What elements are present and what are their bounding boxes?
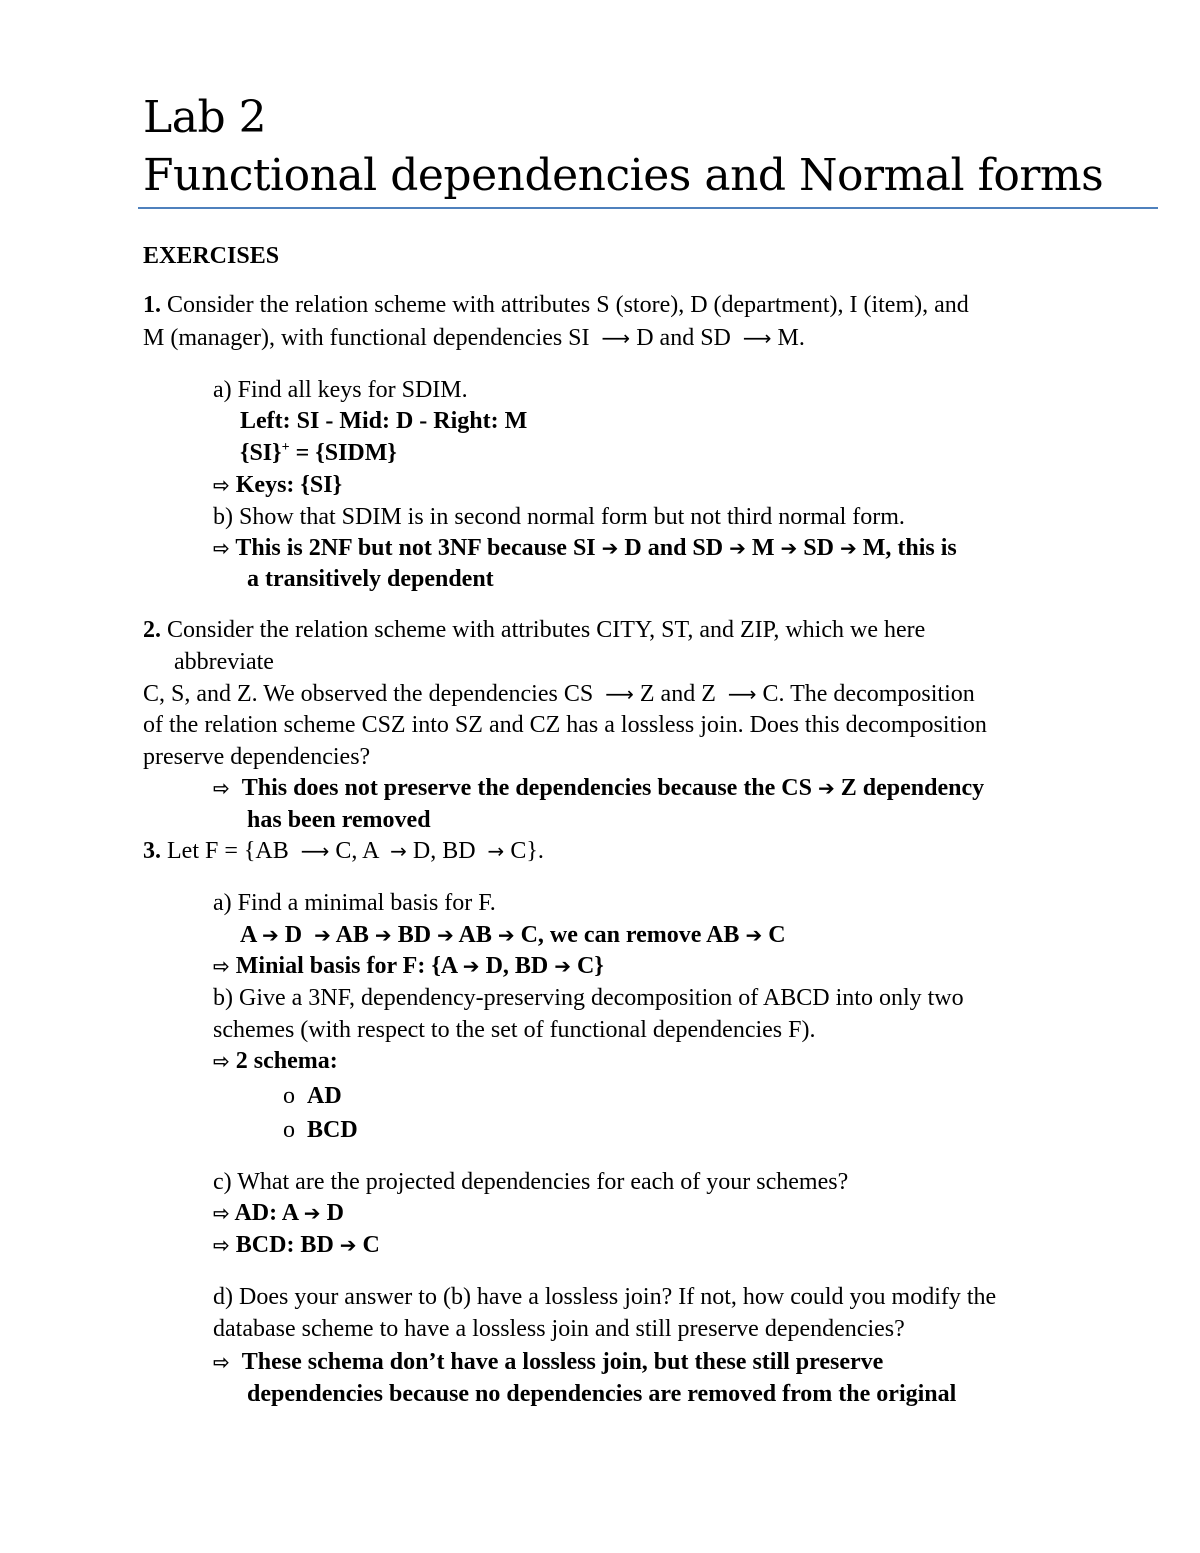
q3-a-work xyxy=(240,923,786,947)
q1-a-closure xyxy=(240,441,397,465)
right-arrow-icon: ⟶ xyxy=(727,682,757,706)
q2-text1: Consider the relation scheme with attributes CITY, ST, and ZIP, which we here xyxy=(167,617,926,643)
right-arrow-icon: ➔ xyxy=(745,923,763,947)
q1-line1 xyxy=(143,293,969,317)
right-arrow-icon: → xyxy=(390,839,407,863)
q1-b-ans1: This is 2NF but not 3NF because SI xyxy=(235,535,596,561)
right-arrow-icon: → xyxy=(487,839,505,863)
q3-c-answer-2 xyxy=(213,1233,380,1257)
q2-text3c: C. The decomposition xyxy=(762,681,975,707)
outline-arrow-icon: ⇨ xyxy=(213,1049,230,1073)
q3-b-item-1 xyxy=(283,1084,342,1108)
right-arrow-icon: ➔ xyxy=(303,1201,321,1225)
q1-text2c: M. xyxy=(777,325,805,351)
right-arrow-icon: ➔ xyxy=(601,536,619,560)
q2-answer-line2: has been removed xyxy=(247,807,431,833)
q1-b-answer-line2: a transitively dependent xyxy=(247,566,494,592)
q1-b-ans5: M, this is xyxy=(862,535,957,561)
q3-b-question-line1: b) Give a 3NF, dependency-preserving decomposition of ABCD into only two xyxy=(213,985,964,1011)
q3-a-ans3: C} xyxy=(577,953,604,979)
q3-d-answer-line2: dependencies because no dependencies are removed from the original xyxy=(247,1381,957,1407)
bold-right-arrow-icon: ➔ xyxy=(314,923,331,947)
q3-a-ans2: D, BD xyxy=(485,953,549,979)
outline-arrow-icon: ⇨ xyxy=(213,536,230,560)
q1-text1: Consider the relation scheme with attributes S (store), D (department), I (item), and xyxy=(167,292,969,318)
q3-c-ans1b: D xyxy=(326,1200,344,1226)
q1-keys: Keys: {SI} xyxy=(235,472,343,498)
section-heading: EXERCISES xyxy=(143,243,280,269)
q2-text3a: C, S, and Z. We observed the dependencies CS xyxy=(143,681,594,707)
q3-w4: BD xyxy=(397,922,432,948)
closure-sup: + xyxy=(281,440,290,455)
right-arrow-icon: ➔ xyxy=(729,536,746,560)
q3-number: 3. xyxy=(143,838,161,864)
q1-text2b: D and SD xyxy=(636,325,731,351)
q2-line4: of the relation scheme CSZ into SZ and CZ has a lossless join. Does this decomposition xyxy=(143,712,987,738)
outline-arrow-icon: ⇨ xyxy=(213,954,230,978)
right-arrow-icon: ➔ xyxy=(818,776,835,800)
right-arrow-icon: ⟶ xyxy=(605,682,634,706)
q3-b-answer xyxy=(213,1049,338,1073)
outline-arrow-icon: ⇨ xyxy=(213,473,230,497)
right-arrow-icon: ⟶ xyxy=(300,839,330,863)
q3-b-item-2-text: BCD xyxy=(307,1117,358,1143)
right-arrow-icon: ➔ xyxy=(839,536,857,560)
q2-line2: abbreviate xyxy=(174,649,274,675)
q3-w6: C, we can remove AB xyxy=(520,922,740,948)
q2-answer xyxy=(213,776,984,800)
q1-a-answer xyxy=(213,473,342,497)
q3-c-ans2a: BCD: BD xyxy=(235,1232,334,1258)
q1-b-ans3: M xyxy=(751,535,775,561)
q3-c-question: c) What are the projected dependencies for each of your schemes? xyxy=(213,1169,849,1195)
q2-number: 2. xyxy=(143,617,161,643)
q1-text2a: M (manager), with functional dependencies SI xyxy=(143,325,590,351)
q1-a-left-mid-right: Left: SI - Mid: D - Right: M xyxy=(240,408,528,434)
q2-text3b: Z and Z xyxy=(639,681,716,707)
bullet-circle-icon: o xyxy=(283,1117,295,1143)
outline-arrow-icon: ⇨ xyxy=(213,776,230,800)
outline-arrow-icon: ⇨ xyxy=(213,1233,230,1257)
q3-w7: C xyxy=(768,922,786,948)
q3-d-ans1: These schema don’t have a lossless join, but these still preserve xyxy=(241,1349,884,1375)
q1-line2 xyxy=(143,326,805,350)
q3-line1 xyxy=(143,839,544,863)
right-arrow-icon: ⟶ xyxy=(742,326,772,350)
q1-b-ans2: D and SD xyxy=(624,535,724,561)
right-arrow-icon: ➔ xyxy=(554,954,571,978)
q1-b-question: b) Show that SDIM is in second normal form but not third normal form. xyxy=(213,504,905,530)
q3-a-answer xyxy=(213,954,604,978)
right-arrow-icon: ⟶ xyxy=(601,326,631,350)
outline-arrow-icon: ⇨ xyxy=(213,1201,230,1225)
q3-c-answer-1 xyxy=(213,1201,344,1225)
closure-left: {SI} xyxy=(240,440,282,466)
q2-line5: preserve dependencies? xyxy=(143,744,371,770)
bold-right-arrow-icon: ➔ xyxy=(780,536,798,560)
q3-d-question-line1: d) Does your answer to (b) have a lossless join? If not, how could you modify the xyxy=(213,1284,997,1310)
q3-w3: AB xyxy=(335,922,369,948)
q3-w2: D xyxy=(284,922,303,948)
q3-let-b: C, A xyxy=(335,838,379,864)
right-arrow-icon: ➔ xyxy=(374,923,392,947)
title-underline xyxy=(138,207,1158,209)
right-arrow-icon: ➔ xyxy=(339,1233,357,1257)
q2-ans1: This does not preserve the dependencies because the CS xyxy=(241,775,812,801)
right-arrow-icon: ➔ xyxy=(497,923,515,947)
q3-d-question-line2: database scheme to have a lossless join and still preserve dependencies? xyxy=(213,1316,905,1342)
q3-b-ans: 2 schema: xyxy=(235,1048,338,1074)
right-arrow-icon: ➔ xyxy=(462,954,480,978)
q3-b-question-line2: schemes (with respect to the set of functional dependencies F). xyxy=(213,1017,816,1043)
q3-let-d: C}. xyxy=(510,838,544,864)
q1-a-question: a) Find all keys for SDIM. xyxy=(213,377,468,403)
q3-b-item-2 xyxy=(283,1118,358,1142)
q3-a-ans1: Minial basis for F: {A xyxy=(235,953,457,979)
q3-b-item-1-text: AD xyxy=(307,1083,342,1109)
q1-number: 1. xyxy=(143,292,161,318)
q1-b-answer xyxy=(213,536,957,560)
q3-c-ans1a: AD: A xyxy=(234,1200,298,1226)
bold-right-arrow-icon: ➔ xyxy=(437,923,454,947)
right-arrow-icon: ➔ xyxy=(262,923,279,947)
q3-let-c: D, BD xyxy=(412,838,476,864)
q3-a-question: a) Find a minimal basis for F. xyxy=(213,890,496,916)
q2-line3 xyxy=(143,682,975,706)
q3-c-ans2b: C xyxy=(362,1232,380,1258)
bullet-circle-icon: o xyxy=(283,1083,295,1109)
q3-w1: A xyxy=(240,922,257,948)
q2-ans2: Z dependency xyxy=(840,775,985,801)
q3-let-a: Let F = {AB xyxy=(167,838,289,864)
q2-line1 xyxy=(143,618,925,642)
q1-b-ans4: SD xyxy=(803,535,834,561)
q3-w5: AB xyxy=(458,922,492,948)
outline-arrow-icon: ⇨ xyxy=(213,1350,230,1374)
q3-d-answer xyxy=(213,1350,883,1374)
page-title: Lab 2 xyxy=(143,92,267,143)
closure-right: = {SIDM} xyxy=(289,440,397,466)
page-subtitle: Functional dependencies and Normal forms xyxy=(143,150,1104,201)
